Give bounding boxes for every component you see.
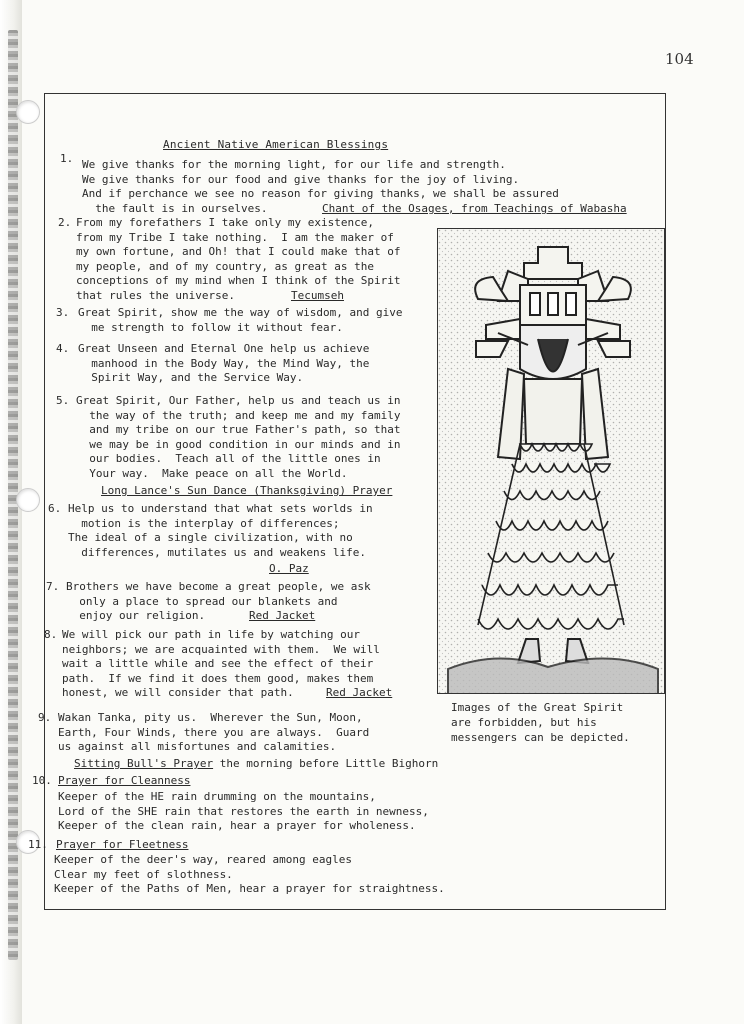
prayer-heading: Prayer for Fleetness [56,838,189,851]
spirit-messenger-illustration [437,228,665,694]
item-number: 5. [56,394,70,407]
blessing-7: Brothers we have become a great people, we ask only a place to spread our blankets and enjoy our religion. [66,580,371,622]
blessing-3: Great Spirit, show me the way of wisdom, and give me strength to follow it without fear. [78,306,403,334]
blessing-4: Great Unseen and Eternal One help us achieve manhood in the Body Way, the Mind Way, the Spirit Way, and the Service Way. [78,342,370,384]
item-number: 8. [44,628,58,641]
attribution: Tecumseh [291,289,344,302]
attribution: O. Paz [269,562,309,575]
attribution: Red Jacket [326,686,393,699]
illustration-caption: Images of the Great Spirit are forbidden, but his messengers can be depicted. [451,701,630,744]
attribution: Long Lance's Sun Dance (Thanksgiving) Prayer [101,484,393,497]
blessing-1: We give thanks for the morning light, for our life and strength. We give thanks for our food and give thanks for the joy of living. And if perchance we see no reason for giving thanks, we shall be assured the fault is in ourselves. [82,158,559,215]
blessing-10: Keeper of the HE rain drumming on the mountains, Lord of the SHE rain that restores the earth in newness, Keeper of the clean rain, hear a prayer for wholeness. [58,790,429,832]
item-number: 10. [32,774,52,787]
item-number: 2. [58,216,72,229]
blessing-8: We will pick our path in life by watching our neighbors; we are acquainted with them. We will wait a little while and see the effect of their path. If we find it does them good, makes them honest, we will consider that path. [62,628,380,699]
item-number: 4. [56,342,70,355]
punch-hole [16,100,40,124]
item-number: 1. [60,152,74,165]
attribution: Sitting Bull's Prayer the morning before Little Bighorn [74,757,439,770]
item-number: 3. [56,306,70,319]
attribution: Red Jacket [249,609,316,622]
punch-hole [16,488,40,512]
prayer-heading: Prayer for Cleanness [58,774,191,787]
item-number: 11. [28,838,48,851]
blessing-6: Help us to understand that what sets worlds in motion is the interplay of differences; The ideal of a single civilization, with no differences, mutilates us and weakens life. [68,502,373,559]
kachina-figure-icon [438,229,665,694]
item-number: 7. [46,580,60,593]
item-number: 9. [38,711,52,724]
blessing-9: Wakan Tanka, pity us. Wherever the Sun, Moon, Earth, Four Winds, there you are always. Guard us against all misfortunes and calamities. [58,711,370,753]
page-number: 104 [665,50,694,68]
blessing-11: Keeper of the deer's way, reared among eagles Clear my feet of slothness. Keeper of the Paths of Men, hear a prayer for straightness. [54,853,445,895]
document-title: Ancient Native American Blessings [163,138,389,151]
item-number: 6. [48,502,62,515]
blessing-2: From my forefathers I take only my existence, from my Tribe I take nothing. I am the maker of my own fortune, and Oh! that I could make that of my people, and of my country, as great as the conceptions of my mind when I think of the Spirit that rules the universe. [76,216,401,302]
blessing-5: Great Spirit, Our Father, help us and teach us in the way of the truth; and keep me and my family and my tribe on our true Father's path, so that we may be in good condition in our minds and in our bodies. Teach all of the little ones in Your way. Make peace on all the World. [76,394,401,480]
attribution: Chant of the Osages, from Teachings of Wabasha [322,202,627,215]
